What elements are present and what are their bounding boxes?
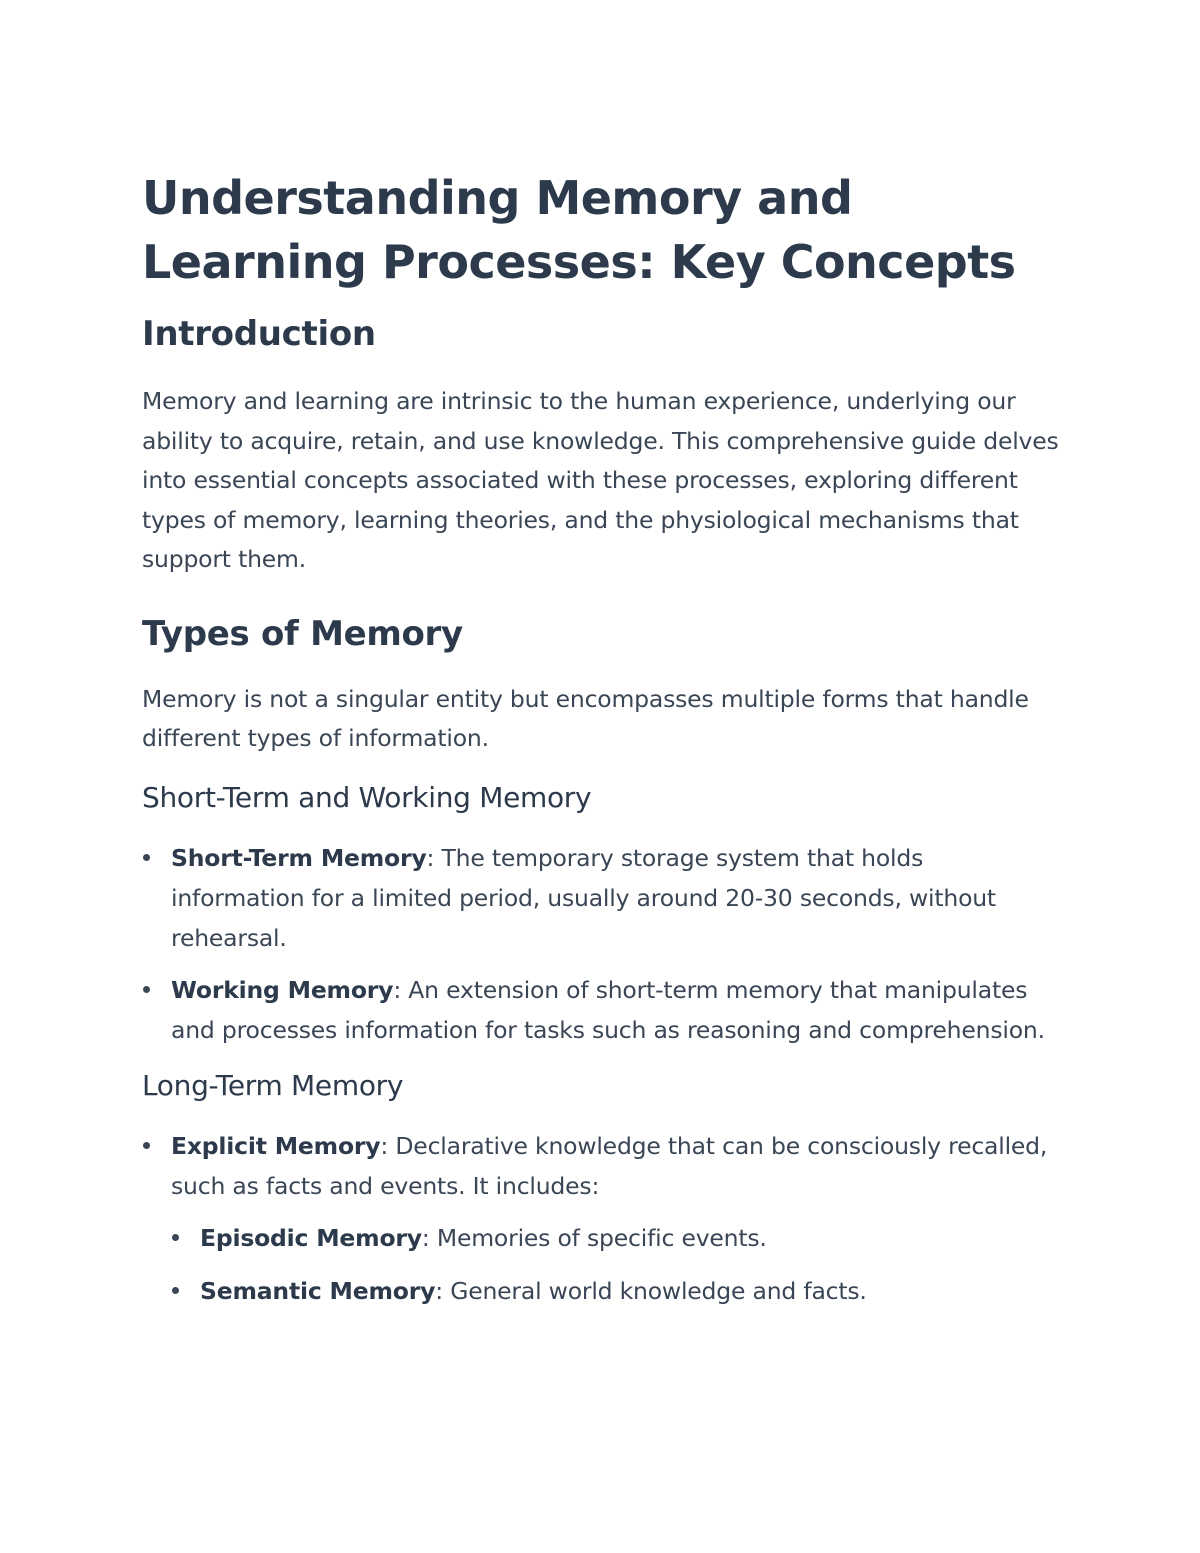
list-item <box>142 838 1062 958</box>
list-item-term: Semantic Memory <box>200 1276 436 1305</box>
list-item <box>142 1126 1062 1311</box>
types-of-memory-paragraph: Memory is not a singular entity but encompasses multiple forms that handle different types of information. <box>142 684 1029 752</box>
bullet-icon <box>143 1142 150 1149</box>
subsection-heading-short-term: Short-Term and Working Memory <box>142 780 592 814</box>
introduction-paragraph: Memory and learning are intrinsic to the human experience, underlying our ability to acquire, retain, and use knowledge. This comprehensive guide delves into essential concepts associated with these processes, exploring different types of memory, learning theories, and the physiological mechanisms that support them. <box>142 387 1059 573</box>
document-page <box>142 166 1062 1311</box>
sublist-item <box>171 1271 1062 1311</box>
list-item-text: : General world knowledge and facts. <box>435 1276 867 1305</box>
list-item <box>142 970 1062 1050</box>
bullet-icon <box>143 854 150 861</box>
list-item-term: Explicit Memory <box>171 1131 381 1160</box>
document-title: Understanding Memory and Learning Processes: Key Concepts <box>142 171 1016 289</box>
list-item-term: Working Memory <box>171 975 394 1004</box>
bullet-icon <box>143 986 150 993</box>
explicit-memory-sublist <box>171 1218 1062 1311</box>
bullet-icon <box>172 1287 179 1294</box>
list-item-text: : The temporary storage system that holds information for a limited period, usually around 20-30 seconds, without rehearsal. <box>171 843 996 952</box>
bullet-icon <box>172 1234 179 1241</box>
sublist-item <box>171 1218 1062 1258</box>
list-item-text: : Declarative knowledge that can be consciously recalled, such as facts and events. It includes: <box>171 1131 1048 1200</box>
section-heading-introduction: Introduction <box>142 314 376 354</box>
list-item-term: Episodic Memory <box>200 1223 422 1252</box>
list-item-text: : Memories of specific events. <box>421 1223 767 1252</box>
list-item-term: Short-Term Memory <box>171 843 427 872</box>
short-term-list <box>142 838 1062 1050</box>
list-item-text: : An extension of short-term memory that manipulates and processes information for tasks such as reasoning and comprehension. <box>171 975 1045 1044</box>
subsection-heading-long-term: Long-Term Memory <box>142 1068 404 1102</box>
section-heading-types-of-memory: Types of Memory <box>142 613 463 654</box>
long-term-list <box>142 1126 1062 1311</box>
